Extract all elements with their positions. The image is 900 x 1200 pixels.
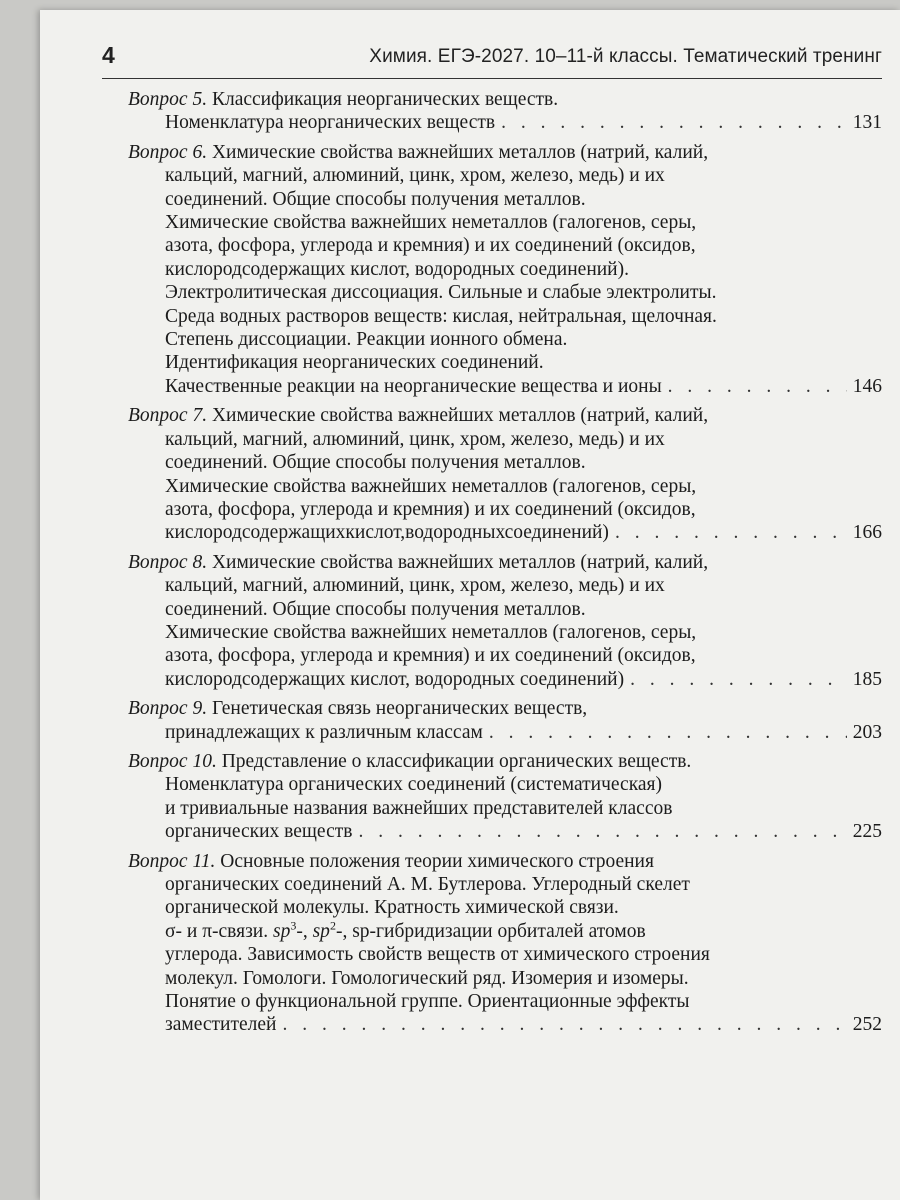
toc-entry-last-text: заместителей xyxy=(165,1014,277,1036)
toc-entry-last-text: принадлежащих к различным классам xyxy=(165,721,483,743)
toc-entry-line: Электролитическая диссоциация. Сильные и слабые электролиты. xyxy=(165,282,717,304)
toc-entry-line: Понятие о функциональной группе. Ориентационные эффекты xyxy=(165,991,690,1013)
toc-entry-first-line xyxy=(128,697,882,720)
toc-entry-last-text: органических веществ xyxy=(165,821,353,843)
toc-entry-last-line xyxy=(128,521,882,544)
dot-leader xyxy=(615,521,847,544)
page-reference[interactable]: 203 xyxy=(852,721,882,743)
toc-entry-line: азота, фосфора, углерода и кремния) и их соединений (оксидов, xyxy=(165,498,696,520)
toc-entry-first-line xyxy=(128,141,882,164)
toc-entry-line: соединений. Общие способы получения металлов. xyxy=(165,598,586,620)
page-reference[interactable]: 131 xyxy=(852,112,882,134)
book-page xyxy=(40,10,900,1200)
toc-entry-first-line xyxy=(128,551,882,574)
toc-entry[interactable] xyxy=(128,88,882,135)
toc-entry-line: кальций, магний, алюминий, цинк, хром, железо, медь) и их xyxy=(165,575,665,597)
page-reference[interactable]: 185 xyxy=(852,668,882,690)
dot-leader xyxy=(630,668,847,691)
page-number: 4 xyxy=(102,42,115,68)
toc-entry-last-line xyxy=(128,721,882,744)
toc-entry-line: Химические свойства важнейших неметаллов (галогенов, серы, xyxy=(165,621,697,643)
question-title: Классификация неорганических веществ. xyxy=(207,89,559,110)
question-title: Химические свойства важнейших металлов (натрий, калий, xyxy=(207,551,709,573)
question-label: Вопрос 9. xyxy=(128,698,208,720)
toc-entry-last-line xyxy=(128,820,882,843)
question-label: Вопрос 8. xyxy=(128,551,208,573)
toc-entry-line: кислородсодержащих кислот, водородных соединений). xyxy=(165,258,629,280)
toc-entry-line: Химические свойства важнейших неметаллов (галогенов, серы, xyxy=(165,212,697,234)
toc-entry-line: кальций, магний, алюминий, цинк, хром, железо, медь) и их xyxy=(165,428,665,450)
toc-entry[interactable] xyxy=(128,551,882,691)
toc-entry-line: Среда водных растворов веществ: кислая, нейтральная, щелочная. xyxy=(165,305,717,327)
page-reference[interactable]: 146 xyxy=(852,375,882,397)
toc-entry-line: азота, фосфора, углерода и кремния) и их соединений (оксидов, xyxy=(165,235,696,257)
toc-entry-line: Номенклатура органических соединений (систематическая) xyxy=(165,774,663,796)
page-reference[interactable]: 166 xyxy=(852,522,882,544)
toc-entry-last-text: Качественные реакции на неорганические вещества и ионы xyxy=(165,375,662,397)
toc-entry-first-line xyxy=(128,850,882,873)
question-title: Химические свойства важнейших металлов (натрий, калий, xyxy=(207,141,709,163)
toc-entry-line: σ- и π-связи. $sp^3-$, $sp^2-$, sp-гибридизации орбиталей атомов xyxy=(165,918,646,942)
toc-entry-last-line xyxy=(128,375,882,398)
toc-entry-line: органических соединений А. М. Бутлерова. Углеродный скелет xyxy=(165,874,690,895)
toc-entry-last-line xyxy=(128,111,882,134)
toc-entry-line: органической молекулы. Кратность химической связи. xyxy=(165,897,619,919)
running-title: Химия. ЕГЭ-2027. 10–11-й классы. Тематический тренинг xyxy=(369,46,882,67)
question-label: Вопрос 7. xyxy=(128,405,208,427)
dot-leader xyxy=(668,375,847,398)
toc-entry-line: и тривиальные названия важнейших представителей классов xyxy=(165,797,673,819)
toc-entry-first-line xyxy=(128,88,882,111)
toc-entry-line: кальций, магний, алюминий, цинк, хром, железо, медь) и их xyxy=(165,165,665,187)
toc-entry-last-text: кислородсодержащихкислот,водородныхсоединений) xyxy=(165,522,609,544)
toc-entry[interactable] xyxy=(128,697,882,744)
toc-entry-line: Идентификация неорганических соединений. xyxy=(165,352,544,374)
page-reference[interactable]: 252 xyxy=(852,1014,882,1036)
question-label: Вопрос 5. xyxy=(128,89,208,110)
toc-entry-line: Химические свойства важнейших неметаллов (галогенов, серы, xyxy=(165,475,697,497)
toc-entry-last-text: кислородсодержащих кислот, водородных соединений) xyxy=(165,668,625,690)
table-of-contents xyxy=(128,88,882,1043)
toc-entry-first-line xyxy=(128,404,882,427)
toc-entry-line: углерода. Зависимость свойств веществ от химического строения xyxy=(165,944,710,966)
dot-leader xyxy=(501,111,847,134)
toc-entry-last-text: Номенклатура неорганических веществ xyxy=(165,112,496,134)
toc-entry[interactable] xyxy=(128,850,882,1037)
toc-entry-line: Степень диссоциации. Реакции ионного обмена. xyxy=(165,329,568,351)
question-title: Основные положения теории химического строения xyxy=(215,850,654,872)
toc-entry-line: соединений. Общие способы получения металлов. xyxy=(165,188,586,210)
toc-entry-last-line xyxy=(128,668,882,691)
question-title: Генетическая связь неорганических веществ, xyxy=(207,698,588,720)
dot-leader xyxy=(489,721,847,744)
toc-entry[interactable] xyxy=(128,750,882,844)
toc-entry-first-line xyxy=(128,750,882,773)
toc-entry-line: соединений. Общие способы получения металлов. xyxy=(165,452,586,474)
question-title: Представление о классификации органических веществ. xyxy=(216,750,692,772)
page-reference[interactable]: 225 xyxy=(852,821,882,843)
page-header xyxy=(102,42,882,79)
toc-entry-line: азота, фосфора, углерода и кремния) и их соединений (оксидов, xyxy=(165,645,696,667)
question-label: Вопрос 11. xyxy=(128,850,216,872)
dot-leader xyxy=(282,1013,846,1036)
question-label: Вопрос 6. xyxy=(128,141,208,163)
question-title: Химические свойства важнейших металлов (натрий, калий, xyxy=(207,405,709,427)
toc-entry[interactable] xyxy=(128,404,882,544)
toc-entry[interactable] xyxy=(128,141,882,398)
toc-entry-last-line xyxy=(128,1013,882,1036)
question-label: Вопрос 10. xyxy=(128,750,217,772)
toc-entry-line: молекул. Гомологи. Гомологический ряд. Изомерия и изомеры. xyxy=(165,967,689,989)
dot-leader xyxy=(358,820,846,843)
